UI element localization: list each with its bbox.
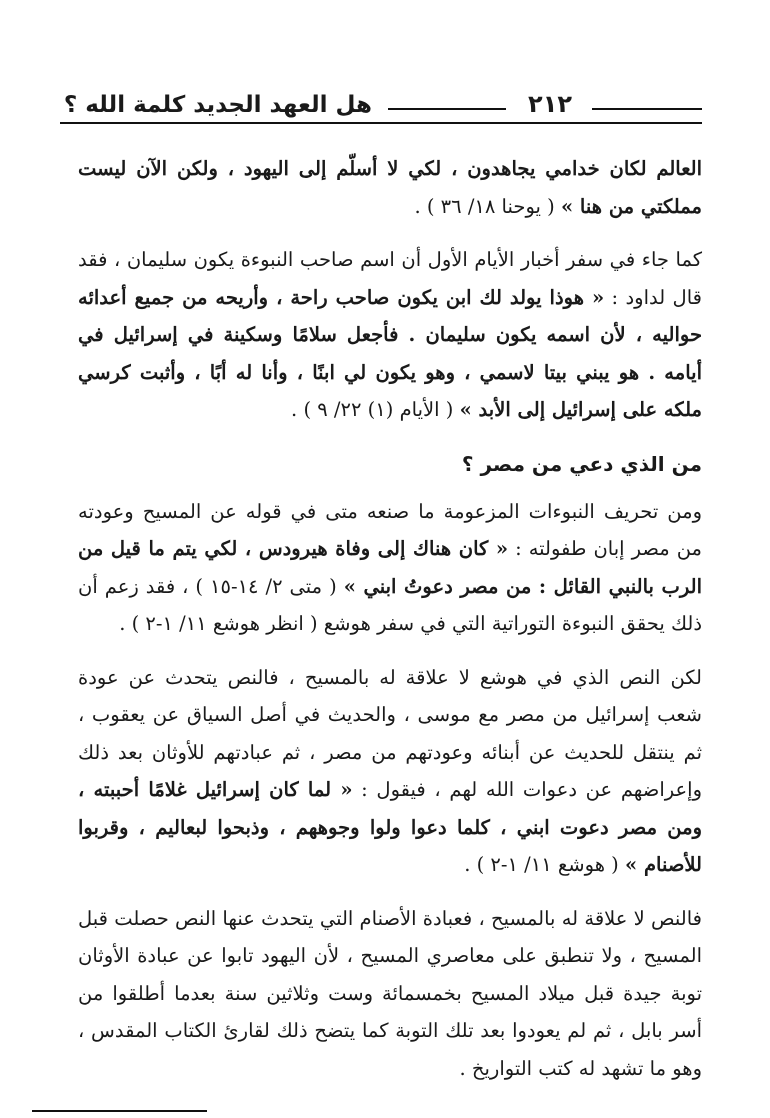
text-segment: العالم لكان خدامي يجاهدون ، لكي لا أسلّم إلى اليهود ، ولكن الآن ليست مملكتي من هنا » [78, 157, 702, 218]
page-number: ٢١٢ [528, 90, 572, 118]
text-segment: ( يوحنا ١٨/ ٣٦ ) . [414, 194, 561, 218]
text-segment: « كان هناك إلى وفاة هيرودس ، لكي يتم ما قيل من الرب بالنبي القائل : من مصر دعوتُ ابني » [78, 537, 702, 598]
running-header [60, 82, 702, 124]
text-segment: ( هوشع ١١/ ١-٢ ) . [464, 853, 625, 876]
text-segment: لكن النص الذي في هوشع لا علاقة له بالمسيح ، فالنص يتحدث عن عودة شعب إسرائيل من مصر مع موسى ، والحديث في أصل السياق عن يعقوب ، ثم ينتقل للحديث عن أبنائه وعودتهم من مصر ، ثم عبادتهم للأوثان بعد ذلك وإعراضهم عن دعوات الله لهم ، فيقول : [78, 665, 702, 801]
text-segment: « لما كان إسرائيل غلامًا أحببته ، ومن مصر دعوت ابني ، كلما دعوا ولوا وجوههم ، وذبحوا لبعاليم ، وقربوا للأصنام » [78, 778, 702, 876]
text-segment: « هوذا يولد لك ابن يكون صاحب راحة ، وأريحه من جميع أعدائه حواليه ، لأن اسمه يكون سليمان . فأجعل سلامًا وسكينة في إسرائيل في أيامه . هو يبني بيتا لاسمي ، وهو يكون لي ابنًا ، وأنا له أبًا ، وأثبت كرسي ملكه على إسرائيل إلى الأبد » [78, 285, 702, 421]
running-title: هل العهد الجديد كلمة الله ؟ [63, 92, 372, 118]
text-segment: ( الأيام (١) ٢٢/ ٩ ) . [291, 398, 460, 421]
paragraph-conclusion [78, 900, 702, 1088]
text-segment: ومن تحريف النبوءات المزعومة ما صنعه متى في قوله عن المسيح وعودته من مصر إبان طفولته : [78, 499, 702, 560]
body-text [78, 150, 702, 1103]
header-rule-right [592, 108, 702, 110]
footnote-rule [32, 1110, 207, 1112]
paragraph-chronicles [78, 241, 702, 429]
paragraph-matthew [78, 493, 702, 643]
paragraph-hosea [78, 659, 702, 884]
paragraph-john-quote [78, 150, 702, 225]
section-heading: من الذي دعي من مصر ؟ [461, 451, 702, 476]
text-segment: فالنص لا علاقة له بالمسيح ، فعبادة الأصنام التي يتحدث عنها النص حصلت قبل المسيح ، ولا تنطبق على معاصري المسيح ، لأن اليهود تابوا عن عبادة الأوثان توبة جيدة قبل ميلاد المسيح بخمسمائة وست وثلاثين سنة بعدما أطلقوا من أسر بابل ، ثم لم يعودوا بعد تلك التوبة كما يتضح ذلك لقارئ الكتاب المقدس ، وهو ما تشهد له كتب التواريخ . [78, 906, 702, 1080]
text-segment: ( متى ٢/ ١٤-١٥ ) ، فقد زعم أن ذلك يحقق النبوءة التوراتية التي في سفر هوشع ( انظر هوشع ١١/ ١-٢ ) . [78, 574, 702, 635]
text-segment: كما جاء في سفر أخبار الأيام الأول أن اسم صاحب النبوءة يكون سليمان ، فقد قال لداود : [78, 248, 702, 309]
header-rule-middle [388, 108, 506, 110]
